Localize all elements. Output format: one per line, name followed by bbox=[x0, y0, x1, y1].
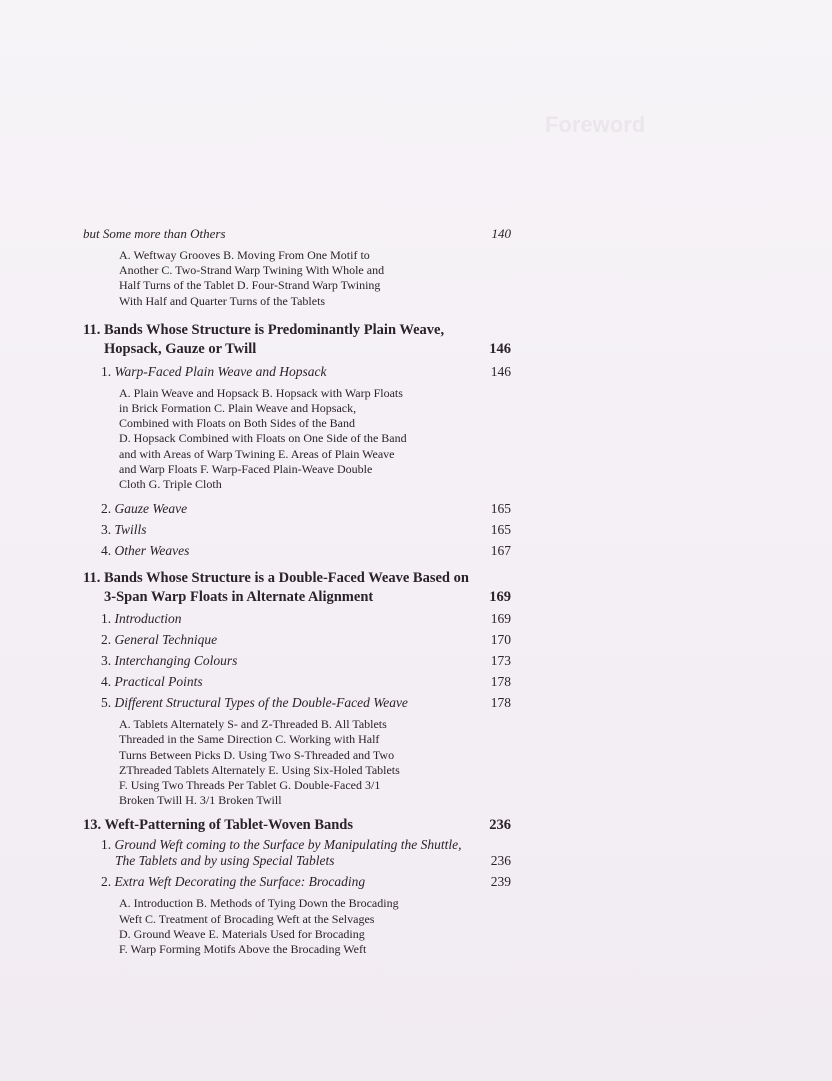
subtopic-line: Broken Twill H. 3/1 Broken Twill bbox=[119, 793, 282, 808]
subtopic-line: in Brick Formation C. Plain Weave and Hopsack, bbox=[119, 401, 357, 416]
section-title: Warp-Faced Plain Weave and Hopsack bbox=[114, 363, 327, 379]
subtopic-line: Half Turns of the Tablet D. Four-Strand Warp Twining bbox=[119, 278, 381, 293]
section-number: 5. bbox=[101, 695, 112, 711]
section-number: 4. bbox=[101, 543, 112, 559]
section-number: 2. bbox=[101, 874, 112, 890]
toc-subtopics bbox=[83, 896, 511, 957]
toc-section bbox=[83, 608, 511, 629]
section-number: 3. bbox=[101, 653, 112, 669]
toc-subtopics bbox=[83, 386, 511, 492]
toc-page-number: 236 bbox=[489, 817, 511, 834]
toc-page-number: 167 bbox=[490, 543, 511, 559]
section-title: Extra Weft Decorating the Surface: Brocading bbox=[114, 874, 366, 890]
subtopic-line: F. Using Two Threads Per Tablet G. Double-Faced 3/1 bbox=[119, 778, 381, 793]
subtopic-line: D. Hopsack Combined with Floats on One Side of the Band bbox=[119, 431, 407, 446]
section-title: General Technique bbox=[114, 632, 218, 648]
toc-page-number: 239 bbox=[490, 874, 511, 890]
subtopic-line: Combined with Floats on Both Sides of the Band bbox=[119, 416, 355, 431]
toc-section bbox=[83, 671, 511, 692]
toc-page-number: 178 bbox=[490, 695, 511, 711]
section-title: The Tablets and by using Special Tablets bbox=[115, 853, 335, 869]
chapter-heading bbox=[83, 816, 511, 835]
toc-page-number: 178 bbox=[490, 674, 511, 690]
chapter-title-line: Hopsack, Gauze or Twill bbox=[104, 340, 257, 357]
subtopic-line: A. Weftway Grooves B. Moving From One Motif to bbox=[119, 248, 370, 262]
bleed-through-heading: Foreword bbox=[545, 112, 646, 137]
section-title: Ground Weft coming to the Surface by Manipulating the Shuttle, bbox=[114, 837, 462, 853]
toc-entry-title: but Some more than Others bbox=[83, 226, 226, 241]
section-number: 1. bbox=[101, 837, 112, 853]
section-number: 4. bbox=[101, 674, 112, 690]
section-number: 2. bbox=[101, 501, 112, 517]
section-title: Different Structural Types of the Double-Faced Weave bbox=[114, 695, 408, 711]
subtopic-line: Threaded in the Same Direction C. Working with Half bbox=[119, 732, 380, 747]
chapter-title-line: 11. Bands Whose Structure is a Double-Faced Weave Based on bbox=[83, 570, 469, 587]
toc-page-number: 169 bbox=[489, 589, 511, 606]
toc-page-number: 170 bbox=[490, 632, 511, 648]
section-title: Twills bbox=[114, 522, 147, 538]
toc-page-number: 140 bbox=[491, 226, 511, 241]
toc-section bbox=[83, 361, 511, 382]
toc-page-number: 165 bbox=[490, 501, 511, 517]
table-of-contents bbox=[83, 226, 511, 963]
section-number: 2. bbox=[101, 632, 112, 648]
subtopic-line: Cloth G. Triple Cloth bbox=[119, 477, 222, 492]
toc-page-number: 146 bbox=[489, 340, 511, 357]
section-title: Interchanging Colours bbox=[114, 653, 238, 669]
toc-section bbox=[83, 629, 511, 650]
subtopic-line: and with Areas of Warp Twining E. Areas of Plain Weave bbox=[119, 446, 395, 461]
subtopic-line: A. Introduction B. Methods of Tying Down the Brocading bbox=[119, 896, 399, 911]
section-title: Practical Points bbox=[114, 674, 203, 690]
subtopic-line: With Half and Quarter Turns of the Tablets bbox=[119, 293, 326, 308]
toc-section bbox=[83, 837, 511, 869]
chapter-title-line: 11. Bands Whose Structure is Predominantly Plain Weave, bbox=[83, 321, 445, 338]
toc-subtopics bbox=[83, 717, 511, 808]
subtopic-line: Another C. Two-Strand Warp Twining With Whole and bbox=[119, 263, 385, 278]
section-number: 3. bbox=[101, 522, 112, 538]
toc-page-number: 169 bbox=[490, 611, 511, 627]
subtopic-line: F. Warp Forming Motifs Above the Brocading Weft bbox=[119, 942, 367, 957]
toc-section bbox=[83, 650, 511, 671]
toc-section bbox=[83, 871, 511, 892]
chapter-title-line: 13. Weft-Patterning of Tablet-Woven Bands bbox=[83, 817, 354, 834]
subtopic-line: Turns Between Picks D. Using Two S-Threaded and Two bbox=[119, 747, 395, 762]
section-title: Gauze Weave bbox=[114, 501, 188, 517]
chapter-title-line: 3-Span Warp Floats in Alternate Alignment bbox=[104, 589, 374, 606]
toc-section bbox=[83, 692, 511, 713]
subtopic-line: A. Tablets Alternately S- and Z-Threaded B. All Tablets bbox=[119, 717, 387, 732]
toc-page-number: 146 bbox=[490, 363, 511, 379]
toc-subtopics bbox=[83, 248, 511, 309]
subtopic-line: A. Plain Weave and Hopsack B. Hopsack with Warp Floats bbox=[119, 385, 403, 400]
subtopic-line: ZThreaded Tablets Alternately E. Using Six-Holed Tablets bbox=[119, 762, 400, 777]
subtopic-line: Weft C. Treatment of Brocading Weft at the Selvages bbox=[119, 911, 375, 926]
toc-continued-entry bbox=[83, 226, 511, 242]
toc-section bbox=[83, 540, 511, 561]
section-title: Other Weaves bbox=[114, 543, 190, 559]
toc-section bbox=[83, 519, 511, 540]
section-number: 1. bbox=[101, 611, 112, 627]
subtopic-line: D. Ground Weave E. Materials Used for Brocading bbox=[119, 926, 365, 941]
toc-page-number: 165 bbox=[490, 522, 511, 538]
toc-page-number: 173 bbox=[490, 653, 511, 669]
section-title: Introduction bbox=[114, 611, 182, 627]
chapter-heading bbox=[83, 569, 511, 607]
subtopic-line: and Warp Floats F. Warp-Faced Plain-Weave Double bbox=[119, 461, 373, 476]
toc-section bbox=[83, 498, 511, 519]
section-number: 1. bbox=[101, 363, 112, 379]
toc-page-number: 236 bbox=[490, 853, 511, 869]
chapter-heading bbox=[83, 321, 511, 359]
